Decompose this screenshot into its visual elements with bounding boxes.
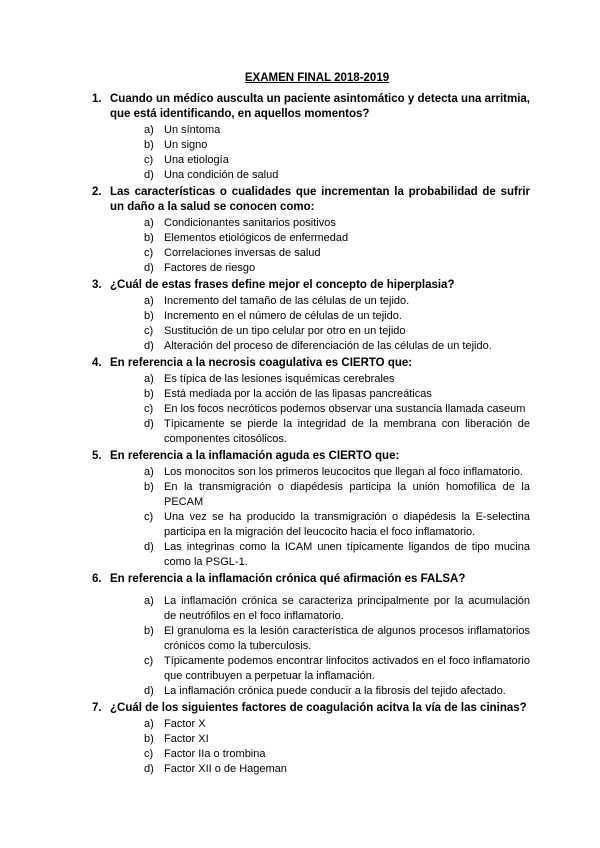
answer-option [144,594,530,624]
option-letter: c) [144,154,154,166]
option-letter: a) [144,466,154,478]
option-text: Un síntoma [164,124,221,136]
answer-option [144,231,530,246]
answer-option [144,372,530,387]
option-letter: b) [144,481,154,493]
question-text: Las características o cualidades que incrementan la probabilidad de sufrir un daño a la salud se conocen como: [110,186,530,213]
option-letter: d) [144,418,154,430]
option-text: Condicionantes sanitarios positivos [164,217,336,229]
option-letter: b) [144,733,154,745]
question-stem [92,701,530,716]
option-letter: c) [144,247,154,259]
option-list [92,594,530,699]
option-letter: b) [144,310,154,322]
option-letter: b) [144,139,154,151]
option-letter: a) [144,373,154,385]
answer-option [144,480,530,510]
answer-option [144,762,530,777]
question-2 [92,185,530,276]
answer-option [144,624,530,654]
answer-option [144,294,530,309]
question-5 [92,449,530,570]
option-text: En la transmigración o diapédesis participa la unión homofílica de la PECAM [164,481,530,508]
answer-option [144,465,530,480]
option-text: Factor X [164,718,206,730]
option-text: Típicamente se pierde la integridad de la membrana con liberación de componentes citosólicos. [164,418,530,445]
answer-option [144,540,530,570]
answer-option [144,402,530,417]
answer-option [144,261,530,276]
question-1 [92,92,530,183]
option-letter: c) [144,511,154,523]
option-letter: c) [144,748,154,760]
option-text: Factores de riesgo [164,262,256,274]
answer-option [144,654,530,684]
question-text: En referencia a la inflamación crónica qué afirmación es FALSA? [110,573,466,585]
question-stem [92,356,530,371]
option-letter: d) [144,685,154,697]
question-4 [92,356,530,447]
question-text: Cuando un médico ausculta un paciente asintomático y detecta una arritmia, que está identificando, en aquellos momentos? [110,93,530,120]
option-letter: a) [144,595,154,607]
question-stem [92,449,530,464]
option-letter: d) [144,340,154,352]
answer-option [144,309,530,324]
option-text: Un signo [164,139,208,151]
answer-option [144,138,530,153]
question-text: ¿Cuál de los siguientes factores de coagulación acitva la vía de las cininas? [110,702,527,714]
option-text: Es típica de las lesiones isquémicas cerebrales [164,373,395,385]
option-list [92,123,530,183]
option-text: Correlaciones inversas de salud [164,247,321,259]
option-text: Los monocitos son los primeros leucocitos que llegan al foco inflamatorio. [164,466,523,478]
option-letter: c) [144,403,154,415]
option-text: Una vez se ha producido la transmigración o diapédesis la E-selectina participa en la migración del leucocito hacia el foco inflamatorio. [164,511,530,538]
option-text: Sustitución de un tipo celular por otro en un tejido [164,325,406,337]
option-text: Factor XI [164,733,209,745]
option-list [92,216,530,276]
question-number: 6. [92,573,102,585]
option-text: Típicamente podemos encontrar linfocitos activados en el foco inflamatorio que contribuyen a perpetuar la inflamación. [164,655,530,682]
answer-option [144,168,530,183]
answer-option [144,216,530,231]
option-letter: d) [144,763,154,775]
option-list [92,372,530,447]
question-stem [92,185,530,215]
option-text: Una condición de salud [164,169,279,181]
option-letter: d) [144,541,154,553]
question-number: 5. [92,450,102,462]
option-text: El granuloma es la lesión característica de algunos procesos inflamatorios crónicos como la tuberculosis. [164,625,530,652]
question-number: 2. [92,186,102,198]
option-list [92,294,530,354]
question-number: 3. [92,279,102,291]
question-stem [92,572,530,587]
option-text: Factor XII o de Hageman [164,763,287,775]
option-text: Elementos etiológicos de enfermedad [164,232,349,244]
option-text: En los focos necróticos podemos observar una sustancia llamada caseum [164,403,526,415]
question-text: En referencia a la inflamación aguda es CIERTO que: [110,450,400,462]
option-letter: b) [144,388,154,400]
option-text: Incremento del tamaño de las células de un tejido. [164,295,410,307]
question-number: 1. [92,93,102,105]
option-letter: d) [144,262,154,274]
answer-option [144,123,530,138]
question-7 [92,701,530,777]
question-6 [92,572,530,699]
option-letter: a) [144,217,154,229]
exam-title: EXAMEN FINAL 2018-2019 [244,72,390,84]
answer-option [144,717,530,732]
option-letter: a) [144,295,154,307]
spacer [92,587,530,593]
option-text: Alteración del proceso de diferenciación de las células de un tejido. [164,340,492,352]
option-letter: c) [144,325,154,337]
question-3 [92,278,530,354]
option-text: Las integrinas como la ICAM unen típicamente ligandos de tipo mucina como la PSGL-1. [164,541,530,568]
question-number: 4. [92,357,102,369]
option-letter: b) [144,625,154,637]
answer-option [144,387,530,402]
option-text: Incremento en el número de células de un tejido. [164,310,402,322]
option-letter: b) [144,232,154,244]
option-letter: c) [144,655,154,667]
option-text: La inflamación crónica puede conducir a la fibrosis del tejido afectado. [164,685,506,697]
option-text: Una etiología [164,154,229,166]
option-text: La inflamación crónica se caracteriza principalmente por la acumulación de neutrófilos en el foco inflamatorio. [164,595,530,622]
answer-option [144,684,530,699]
answer-option [144,732,530,747]
option-letter: d) [144,169,154,181]
option-text: Está mediada por la acción de las lipasas pancreáticas [164,388,432,400]
option-letter: a) [144,124,154,136]
answer-option [144,510,530,540]
question-list [92,92,530,777]
option-text: Factor IIa o trombina [164,748,266,760]
question-text: ¿Cuál de estas frases define mejor el concepto de hiperplasia? [110,279,455,291]
answer-option [144,339,530,354]
option-list [92,465,530,570]
answer-option [144,324,530,339]
option-letter: a) [144,718,154,730]
answer-option [144,747,530,762]
answer-option [144,417,530,447]
question-stem [92,278,530,293]
option-list [92,717,530,777]
question-number: 7. [92,702,102,714]
answer-option [144,153,530,168]
answer-option [144,246,530,261]
question-text: En referencia a la necrosis coagulativa es CIERTO que: [110,357,413,369]
question-stem [92,92,530,122]
